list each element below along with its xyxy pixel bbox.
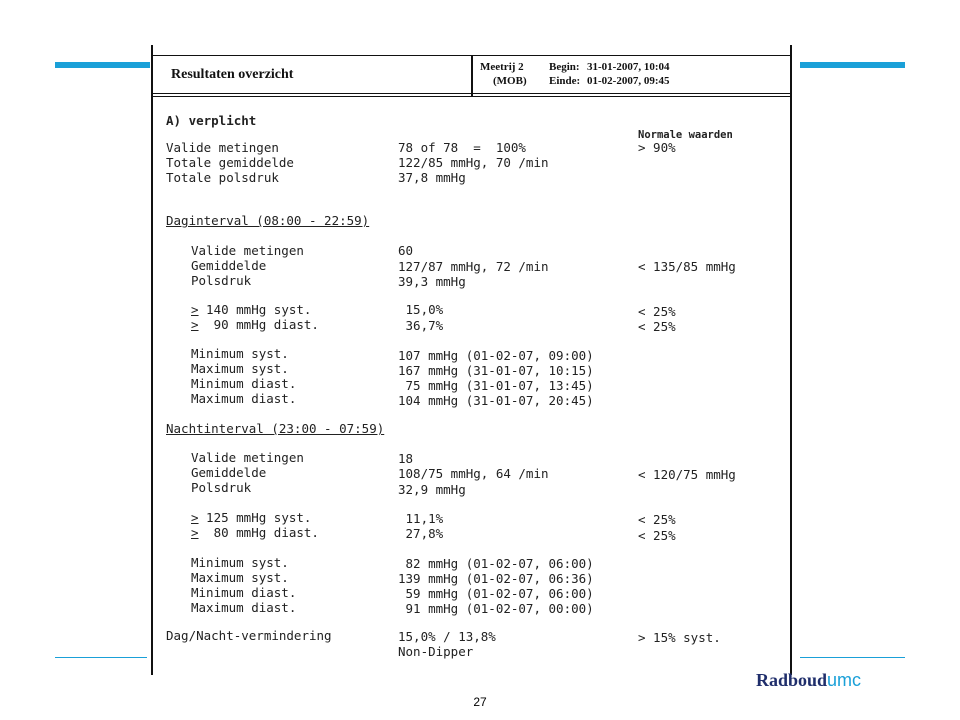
dag-extreme-label-0: Minimum syst. (191, 346, 289, 361)
nacht-extreme-label-0: Minimum syst. (191, 555, 289, 570)
nacht-extreme-label-2: Minimum diast. (191, 585, 297, 600)
nacht-threshold-row-0 (191, 510, 311, 525)
nacht-threshold-normal-1: < 25% (638, 528, 676, 543)
nacht-threshold-value-1: 27,8% (398, 526, 444, 541)
dag-extreme-label-3: Maximum diast. (191, 391, 297, 406)
meetrij-label: Meetrij 2 (480, 61, 524, 73)
dag-threshold-normal-0: < 25% (638, 304, 676, 319)
nacht-extreme-value-1: 139 mmHg (01-02-07, 06:36) (398, 571, 594, 586)
dag-extreme-value-0: 107 mmHg (01-02-07, 09:00) (398, 348, 594, 363)
a-label-1: Totale gemiddelde (166, 155, 294, 170)
nacht-extreme-value-2: 59 mmHg (01-02-07, 06:00) (398, 586, 594, 601)
dag-threshold-row-0 (191, 302, 311, 317)
dag-value-1: 127/87 mmHg, 72 /min (398, 259, 549, 274)
header-divider (471, 56, 473, 96)
ge-symbol: > (191, 317, 199, 332)
nacht-extreme-label-1: Maximum syst. (191, 570, 289, 585)
a-value-1: 122/85 mmHg, 70 /min (398, 155, 549, 170)
a-value-0: 78 of 78 = 100% (398, 140, 526, 155)
dag-threshold-label-1: 90 mmHg diast. (198, 317, 319, 332)
dagnacht-value: 15,0% / 13,8% (398, 629, 496, 644)
report-header (153, 55, 790, 97)
scanned-report (151, 45, 792, 675)
dag-threshold-value-1: 36,7% (398, 318, 444, 333)
einde-label: Einde: (549, 75, 581, 87)
report-title: Resultaten overzicht (171, 67, 294, 82)
nacht-value-1: 108/75 mmHg, 64 /min (398, 466, 549, 481)
begin-value: 31-01-2007, 10:04 (587, 61, 670, 73)
page-number: 27 (473, 695, 487, 709)
ge-symbol: > (191, 525, 199, 540)
nacht-threshold-label-1: 80 mmHg diast. (198, 525, 319, 540)
ge-symbol: > (191, 302, 199, 317)
dag-value-0: 60 (398, 243, 414, 258)
nacht-value-2: 32,9 mmHg (398, 482, 466, 497)
nacht-normal-1: < 120/75 mmHg (638, 467, 736, 482)
mob-label: (MOB) (493, 75, 527, 87)
dag-extreme-value-1: 167 mmHg (31-01-07, 10:15) (398, 363, 594, 378)
accent-line-bottom-right (800, 657, 905, 658)
dag-title: Daginterval (08:00 - 22:59) (166, 213, 370, 228)
dag-label-0: Valide metingen (191, 243, 304, 258)
nacht-threshold-row-1 (191, 525, 319, 540)
nacht-threshold-normal-0: < 25% (638, 512, 676, 527)
dag-extreme-label-2: Minimum diast. (191, 376, 297, 391)
dag-label-2: Polsdruk (191, 273, 252, 288)
nacht-label-2: Polsdruk (191, 480, 252, 495)
a-value-2: 37,8 mmHg (398, 170, 466, 185)
ge-symbol: > (191, 510, 199, 525)
dag-extreme-value-3: 104 mmHg (31-01-07, 20:45) (398, 393, 594, 408)
normal-values-header: Normale waarden (638, 129, 733, 141)
dag-normal-1: < 135/85 mmHg (638, 259, 736, 274)
nacht-extreme-value-3: 91 mmHg (01-02-07, 00:00) (398, 601, 594, 616)
dag-threshold-label-0: 140 mmHg syst. (198, 302, 312, 317)
nacht-threshold-label-0: 125 mmHg syst. (198, 510, 312, 525)
begin-label: Begin: (549, 61, 580, 73)
section-a-title: A) verplicht (166, 113, 257, 128)
nacht-threshold-value-0: 11,1% (398, 511, 444, 526)
logo-main-text: Radboud (756, 670, 828, 690)
dagnacht-label: Dag/Nacht-vermindering (166, 628, 332, 643)
nacht-label-1: Gemiddelde (191, 465, 267, 480)
nacht-label-0: Valide metingen (191, 450, 304, 465)
dag-value-2: 39,3 mmHg (398, 274, 466, 289)
dag-extreme-label-1: Maximum syst. (191, 361, 289, 376)
radboudumc-logo (756, 670, 861, 691)
a-label-2: Totale polsdruk (166, 170, 279, 185)
einde-value: 01-02-2007, 09:45 (587, 75, 670, 87)
header-rule (153, 93, 790, 94)
nacht-value-0: 18 (398, 451, 414, 466)
dag-label-1: Gemiddelde (191, 258, 267, 273)
dag-threshold-normal-1: < 25% (638, 319, 676, 334)
dag-extreme-value-2: 75 mmHg (31-01-07, 13:45) (398, 378, 594, 393)
nacht-title: Nachtinterval (23:00 - 07:59) (166, 421, 385, 436)
logo-umc-text: umc (827, 670, 862, 690)
accent-bar-top-left (55, 62, 150, 68)
nacht-extreme-value-0: 82 mmHg (01-02-07, 06:00) (398, 556, 594, 571)
dag-threshold-row-1 (191, 317, 319, 332)
a-label-0: Valide metingen (166, 140, 279, 155)
accent-bar-top-right (800, 62, 905, 68)
dag-threshold-value-0: 15,0% (398, 302, 444, 317)
a-normal-0: > 90% (638, 140, 676, 155)
dagnacht-normal: > 15% syst. (638, 630, 721, 645)
accent-line-bottom-left (55, 657, 147, 658)
dagnacht-value2: Non-Dipper (398, 644, 474, 659)
nacht-extreme-label-3: Maximum diast. (191, 600, 297, 615)
